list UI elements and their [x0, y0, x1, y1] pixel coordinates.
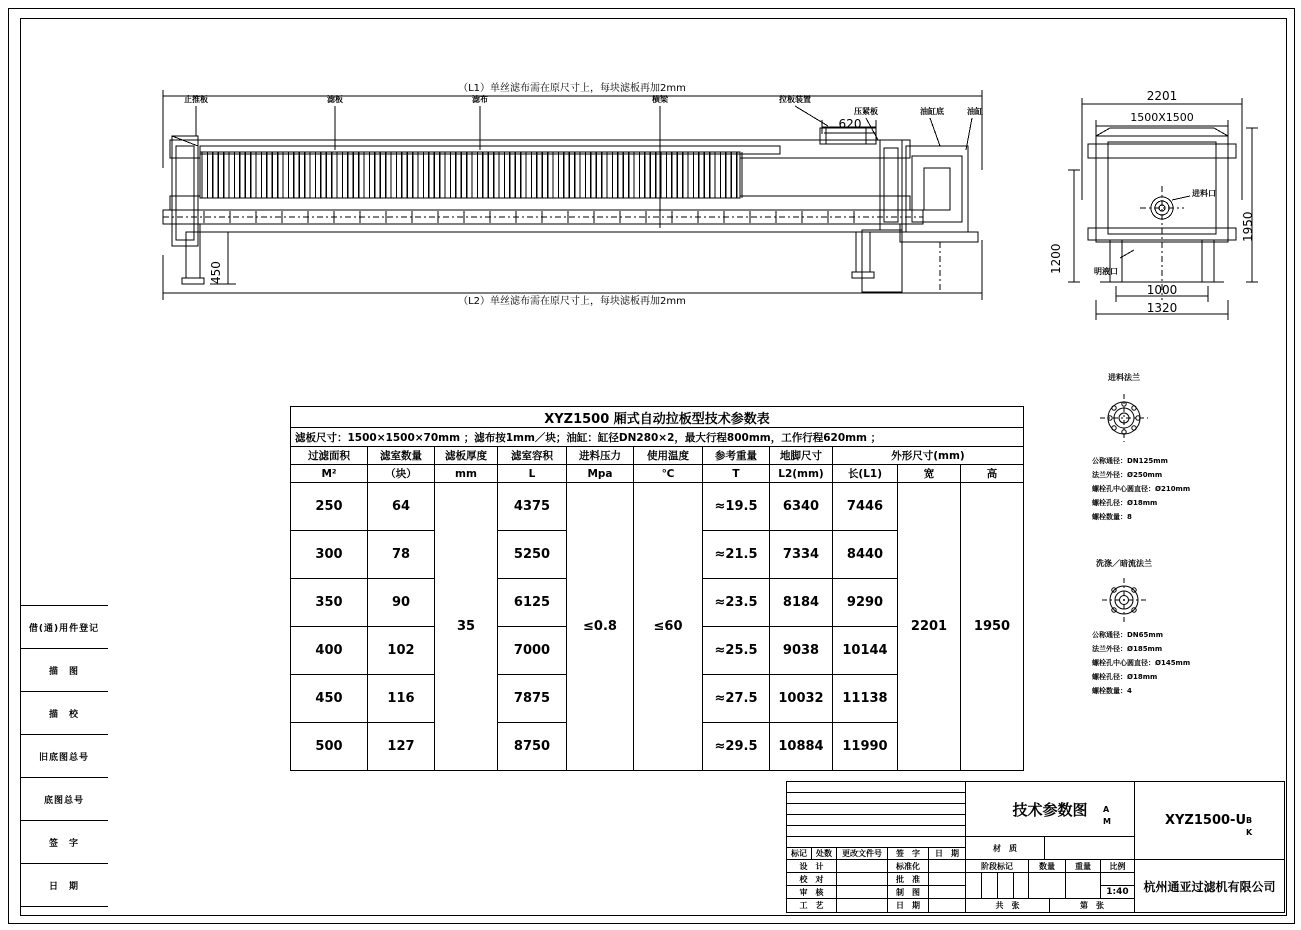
rev-h-0: 标记	[786, 847, 812, 860]
cell-area: 450	[291, 675, 368, 723]
cell-chambers: 127	[368, 723, 435, 771]
dim-620: 620	[838, 117, 862, 131]
cell-area: 400	[291, 627, 368, 675]
cell-volume: 5250	[498, 531, 567, 579]
cell-area: 350	[291, 579, 368, 627]
stage-h-3: 比例	[1100, 859, 1135, 873]
cell-volume: 4375	[498, 483, 567, 531]
tb-left-mid-3: 日 期	[887, 898, 929, 913]
company-name: 杭州通亚过滤机有限公司	[1134, 859, 1285, 913]
left-col-item-2: 描 校	[20, 692, 108, 735]
material-value	[1044, 836, 1135, 860]
stage-h-2: 重量	[1065, 859, 1101, 873]
tb-left-blank-1	[836, 872, 888, 886]
spec-h1-5: 使用温度	[634, 447, 703, 465]
cell-l2: 6340	[770, 483, 833, 531]
spec-h1-6: 参考重量	[703, 447, 770, 465]
tb-left-label-3: 工 艺	[786, 898, 837, 913]
cell-weight: ≈21.5	[703, 531, 770, 579]
cell-chambers: 90	[368, 579, 435, 627]
table-row	[291, 483, 1024, 531]
spec-header-row-1	[291, 447, 1024, 465]
cell-l1: 9290	[833, 579, 898, 627]
tb-left-mid-2: 制 图	[887, 885, 929, 899]
dim-2201-front: 2201	[1146, 89, 1178, 103]
spec-header-row-2	[291, 465, 1024, 483]
wash-flange-line-2: 螺栓孔中心圆直径：Ø145mm	[1092, 659, 1191, 667]
cell-l2: 10884	[770, 723, 833, 771]
code-prefix-a: A	[1103, 805, 1110, 814]
left-col-item-4: 底图总号	[20, 778, 108, 821]
tb-left-blank2-1	[928, 872, 966, 886]
code-sup: B	[1246, 816, 1253, 825]
stage-weight	[1065, 872, 1101, 899]
spec-h2-0: M²	[291, 465, 368, 483]
left-col-item-1: 描 图	[20, 649, 108, 692]
cell-l2: 7334	[770, 531, 833, 579]
spec-subtitle: 滤板尺寸：1500×1500×70mm ；滤布按1mm／块；油缸：缸径DN280×2，最大行程800mm，工作行程620mm ；	[291, 428, 1024, 447]
feed-flange-line-2: 螺栓孔中心圆直径：Ø210mm	[1092, 485, 1191, 493]
wash-flange-line-1: 法兰外径：Ø185mm	[1092, 645, 1163, 653]
stage-qty	[1028, 872, 1066, 899]
dim-1000: 1000	[1146, 283, 1178, 297]
wash-flange-line-4: 螺栓数量：4	[1092, 687, 1132, 695]
label-filter-cloth: 滤布	[472, 95, 488, 104]
wash-flange-line-3: 螺栓孔径：Ø18mm	[1092, 673, 1158, 681]
stage-h-0: 阶段标记	[965, 859, 1029, 873]
feed-flange-line-1: 法兰外径：Ø250mm	[1092, 471, 1163, 479]
rev-h-2: 更改文件号	[836, 847, 888, 860]
stage-scale-blank	[1100, 872, 1135, 886]
drawing-code-cell	[1103, 781, 1285, 860]
spec-h1-2: 滤板厚度	[435, 447, 498, 465]
cell-weight: ≈25.5	[703, 627, 770, 675]
cell-area: 500	[291, 723, 368, 771]
label-cylinder: 油缸	[967, 107, 983, 116]
dim-plate-size: 1500X1500	[1130, 111, 1194, 124]
spec-h2-9: 宽	[898, 465, 961, 483]
cell-chambers: 78	[368, 531, 435, 579]
label-press-plate: 压紧板	[854, 107, 878, 116]
label-cylinder-base: 油缸底	[920, 107, 944, 116]
spec-h2-7: L2(mm)	[770, 465, 833, 483]
left-col-item-0: 借(通)用件登记	[20, 606, 108, 649]
stage-cell-0	[965, 872, 982, 899]
label-beam: 横梁	[652, 95, 668, 104]
spec-h1-3: 滤室容积	[498, 447, 567, 465]
cell-l1: 7446	[833, 483, 898, 531]
tb-left-blank2-2	[928, 885, 966, 899]
cell-chambers: 64	[368, 483, 435, 531]
scale-value: 1:40	[1100, 885, 1135, 899]
label-plate-puller: 拉板装置	[779, 95, 811, 104]
cell-weight: ≈19.5	[703, 483, 770, 531]
tb-left-blank-2	[836, 885, 888, 899]
drawing-code: XYZ1500-U	[1165, 813, 1246, 828]
label-stop-plate: 止推板	[184, 95, 208, 104]
cell-width: 2201	[898, 483, 961, 771]
wash-flange-title: 洗涤／暗流法兰	[1096, 559, 1152, 568]
cell-area: 250	[291, 483, 368, 531]
sheet-no: 第 张	[1049, 898, 1135, 913]
spec-h2-1: （块）	[368, 465, 435, 483]
code-sub: K	[1246, 828, 1253, 837]
left-col-item-5: 签 字	[20, 821, 108, 864]
cell-l1: 8440	[833, 531, 898, 579]
cell-weight: ≈23.5	[703, 579, 770, 627]
wash-flange-line-0: 公称通径：DN65mm	[1092, 631, 1163, 639]
note-l2: （L2）单丝滤布需在原尺寸上，每块滤板再加2mm	[458, 296, 686, 307]
spec-h2-2: mm	[435, 465, 498, 483]
tb-left-blank2-0	[928, 859, 966, 873]
feed-flange-detail	[1100, 394, 1148, 442]
rev-h-3: 签 字	[887, 847, 929, 860]
cell-thickness: 35	[435, 483, 498, 771]
dim-1950: 1950	[1241, 211, 1255, 242]
label-filter-plate: 滤板	[327, 95, 343, 104]
tb-left-label-1: 校 对	[786, 872, 837, 886]
cell-weight: ≈27.5	[703, 675, 770, 723]
cell-volume: 6125	[498, 579, 567, 627]
cell-chambers: 102	[368, 627, 435, 675]
dim-1320: 1320	[1146, 301, 1178, 315]
cell-l1: 11138	[833, 675, 898, 723]
feed-flange-title: 进料法兰	[1108, 373, 1140, 382]
spec-h2-8: 长(L1)	[833, 465, 898, 483]
cell-l1: 10144	[833, 627, 898, 675]
cell-height: 1950	[961, 483, 1024, 771]
spec-h2-3: L	[498, 465, 567, 483]
material-label: 材 质	[965, 836, 1045, 860]
title-block	[786, 781, 1285, 914]
cell-l2: 10032	[770, 675, 833, 723]
cell-pressure: ≤0.8	[567, 483, 634, 771]
stage-cell-2	[997, 872, 1014, 899]
cell-l2: 8184	[770, 579, 833, 627]
spec-h1-0: 过滤面积	[291, 447, 368, 465]
tb-left-label-0: 设 计	[786, 859, 837, 873]
cell-temp: ≤60	[634, 483, 703, 771]
wash-flange-detail	[1102, 578, 1146, 622]
cell-weight: ≈29.5	[703, 723, 770, 771]
cell-volume: 7875	[498, 675, 567, 723]
spec-h1-1: 滤室数量	[368, 447, 435, 465]
cell-volume: 7000	[498, 627, 567, 675]
spec-h2-5: ℃	[634, 465, 703, 483]
feed-flange-line-0: 公称通径：DN125mm	[1092, 457, 1168, 465]
tb-left-label-2: 审 核	[786, 885, 837, 899]
cell-l1: 11990	[833, 723, 898, 771]
tb-left-blank2-3	[928, 898, 966, 913]
tb-left-mid-0: 标准化	[887, 859, 929, 873]
tb-left-blank-3	[836, 898, 888, 913]
note-l1: （L1）单丝滤布需在原尺寸上，每块滤板再加2mm	[458, 83, 686, 94]
rev-h-4: 日 期	[928, 847, 966, 860]
label-drain-port: 明液口	[1094, 267, 1118, 276]
spec-title: XYZ1500 厢式自动拉板型技术参数表	[291, 407, 1024, 428]
spec-h1-7: 地脚尺寸	[770, 447, 833, 465]
spec-h1-4: 进料压力	[567, 447, 634, 465]
stage-h-1: 数量	[1028, 859, 1066, 873]
rev-h-1: 处数	[811, 847, 837, 860]
spec-h2-10: 高	[961, 465, 1024, 483]
dim-450: 450	[209, 261, 223, 284]
tb-left-mid-1: 批 准	[887, 872, 929, 886]
cell-volume: 8750	[498, 723, 567, 771]
feed-flange-line-4: 螺栓数量：8	[1092, 513, 1132, 521]
dim-1200: 1200	[1049, 243, 1063, 274]
tb-left-blank-0	[836, 859, 888, 873]
stage-cell-1	[981, 872, 998, 899]
spec-h2-4: Mpa	[567, 465, 634, 483]
sheet-total: 共 张	[965, 898, 1050, 913]
stage-cell-3	[1013, 872, 1029, 899]
code-prefix-m: M	[1103, 817, 1111, 826]
drawing-name: 技术参数图	[965, 781, 1135, 837]
cell-chambers: 116	[368, 675, 435, 723]
left-col-item-6: 日 期	[20, 864, 108, 907]
feed-flange-line-3: 螺栓孔径：Ø18mm	[1092, 499, 1158, 507]
spec-h1-8: 外形尺寸(mm)	[833, 447, 1024, 465]
cell-l2: 9038	[770, 627, 833, 675]
cell-area: 300	[291, 531, 368, 579]
spec-h2-6: T	[703, 465, 770, 483]
label-feed-port: 进料口	[1192, 189, 1216, 198]
left-col-item-3: 旧底图总号	[20, 735, 108, 778]
spec-table	[290, 406, 1024, 771]
